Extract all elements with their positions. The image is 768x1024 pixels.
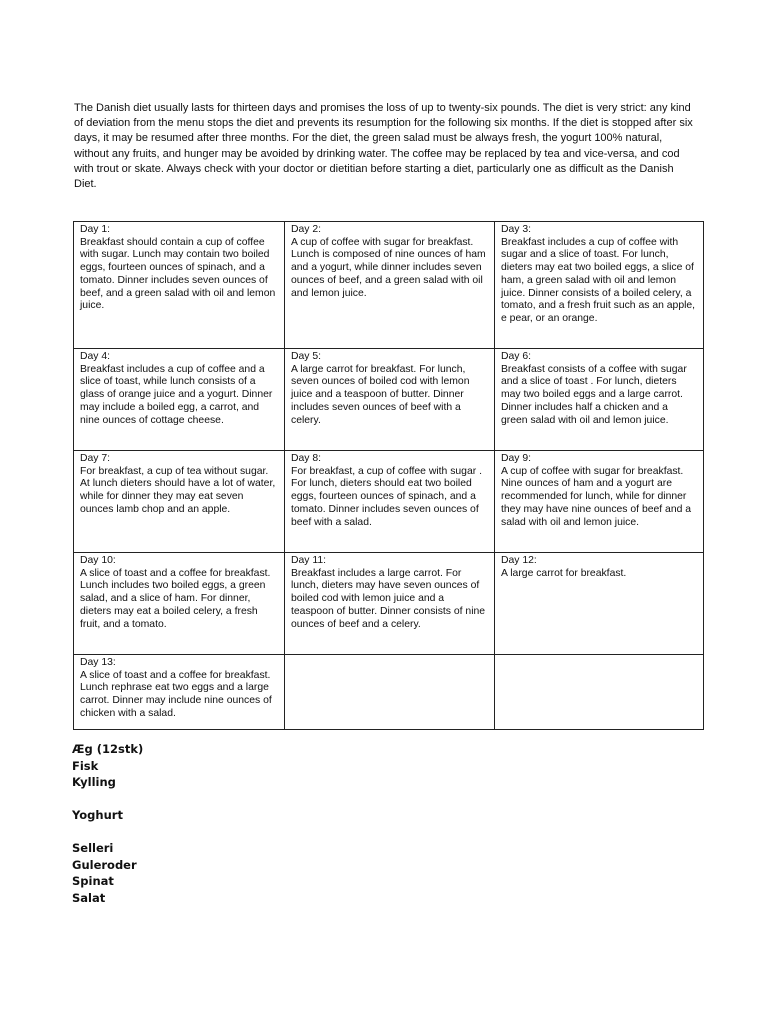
intro-paragraph: The Danish diet usually lasts for thirteen days and promises the loss of up to twenty-six pounds. The diet is very strict: any kind of deviation from the menu stops the diet and prevents its resumption for the following six months. If the diet is stopped after six days, it may be resumed after three months. For the diet, the green salad must be always fresh, the yogurt 100% natural, without any fruits, and hunger may be avoided by drinking water. The coffee may be replaced by tea and vice-versa, and cod with trout or skate. Always check with your doctor or dietitian before starting a diet, particularly one as difficult as the Danish Diet.	[74, 102, 693, 191]
table-row	[74, 655, 704, 730]
day-text: A cup of coffee with sugar for breakfast. Nine ounces of ham and a yogurt are recommended for lunch, while for dinner they may have nine ounces of beef and a salad with oil and lemon juice.	[501, 465, 692, 528]
list-item: Fisk	[72, 758, 99, 773]
list-spacer	[72, 824, 143, 841]
day-cell	[495, 553, 704, 655]
day-label: Day 1:	[80, 224, 111, 235]
day-text: Breakfast includes a large carrot. For lunch, dieters may have seven ounces of boiled cod with lemon juice and a teaspoon of butter. Dinner consists of nine ounces of beef and a celery.	[291, 567, 486, 630]
day-label: Day 7:	[80, 453, 111, 464]
day-label: Day 12:	[501, 555, 537, 566]
day-text: A slice of toast and a coffee for breakfast. Lunch rephrase eat two eggs and a large carrot. Dinner may include nine ounces of chicken with a salad.	[80, 669, 272, 719]
list-item: Æg (12stk)	[72, 742, 144, 756]
day-label: Day 5:	[291, 351, 322, 362]
day-cell	[74, 451, 285, 553]
day-text: Breakfast includes a cup of coffee and a slice of toast, while lunch consists of a glass of orange juice and a yogurt. Dinner may include a boiled egg, a carrot, and nine ounces of cottage cheese.	[80, 363, 273, 426]
day-cell	[285, 222, 495, 349]
day-label: Day 10:	[80, 555, 116, 566]
table-row	[74, 349, 704, 451]
day-label: Day 2:	[291, 224, 322, 235]
day-label: Day 13:	[80, 657, 116, 668]
day-cell	[74, 553, 285, 655]
day-text: A cup of coffee with sugar for breakfast. Lunch is composed of nine ounces of ham and a yogurt, while dinner includes seven ounces of beef, and a green salad with oil and lemon juice.	[291, 236, 486, 299]
day-label: Day 4:	[80, 351, 111, 362]
list-item: Salat	[72, 890, 106, 905]
day-text: Breakfast consists of a coffee with sugar and a slice of toast . For lunch, dieters may two boiled eggs and a large carrot. Dinner includes half a chicken and a green salad with oil and lemon juice.	[501, 363, 687, 426]
day-label: Day 11:	[291, 555, 327, 566]
day-text: Breakfast includes a cup of coffee with sugar and a slice of toast. For lunch, dieters may eat two boiled eggs, a slice of ham, a green salad with oil and lemon juice. Dinner consists of a boiled celery, a tomato, and a fresh fruit such as an apple, e pear, or an orange.	[501, 236, 696, 324]
list-spacer	[72, 791, 143, 808]
shopping-list	[72, 741, 143, 906]
day-text: For breakfast, a cup of tea without sugar. At lunch dieters should have a lot of water, while for dinner they may eat seven ounces lamb chop and an apple.	[80, 465, 276, 515]
empty-cell	[285, 655, 495, 730]
table-row	[74, 222, 704, 349]
list-item: Spinat	[72, 874, 114, 888]
day-cell	[495, 451, 704, 553]
day-label: Day 6:	[501, 351, 532, 362]
day-cell	[285, 451, 495, 553]
day-cell	[285, 553, 495, 655]
day-text: A large carrot for breakfast. For lunch, seven ounces of boiled cod with lemon juice and a teaspoon of butter. Dinner includes seven ounces of beef with a celery.	[291, 363, 470, 426]
day-cell	[495, 349, 704, 451]
day-cell	[495, 222, 704, 349]
day-cell	[74, 655, 285, 730]
list-item: Guleroder	[72, 857, 137, 872]
day-label: Day 9:	[501, 453, 532, 464]
day-label: Day 3:	[501, 224, 532, 235]
list-item: Yoghurt	[72, 808, 123, 822]
list-item: Kylling	[72, 775, 116, 789]
diet-schedule-table	[73, 221, 704, 730]
empty-cell	[495, 655, 704, 730]
list-item: Selleri	[72, 841, 114, 855]
day-cell	[285, 349, 495, 451]
table-row	[74, 553, 704, 655]
day-label: Day 8:	[291, 453, 322, 464]
day-text: A large carrot for breakfast.	[501, 567, 627, 579]
day-text: For breakfast, a cup of coffee with sugar . For lunch, dieters should eat two boiled eggs, fourteen ounces of spinach, and a tomato. Dinner includes seven ounces of beef with a salad.	[291, 465, 482, 528]
day-text: Breakfast should contain a cup of coffee with sugar. Lunch may contain two boiled eggs, fourteen ounces of spinach, and a tomato. Dinner includes seven ounces of beef, and a green salad with oil and lemon juice.	[80, 236, 276, 312]
day-cell	[74, 349, 285, 451]
day-cell	[74, 222, 285, 349]
table-row	[74, 451, 704, 553]
day-text: A slice of toast and a coffee for breakfast. Lunch includes two boiled eggs, a green salad, and a slice of ham. For dinner, dieters may eat a boiled celery, a fresh fruit, and a tomato.	[80, 567, 271, 630]
